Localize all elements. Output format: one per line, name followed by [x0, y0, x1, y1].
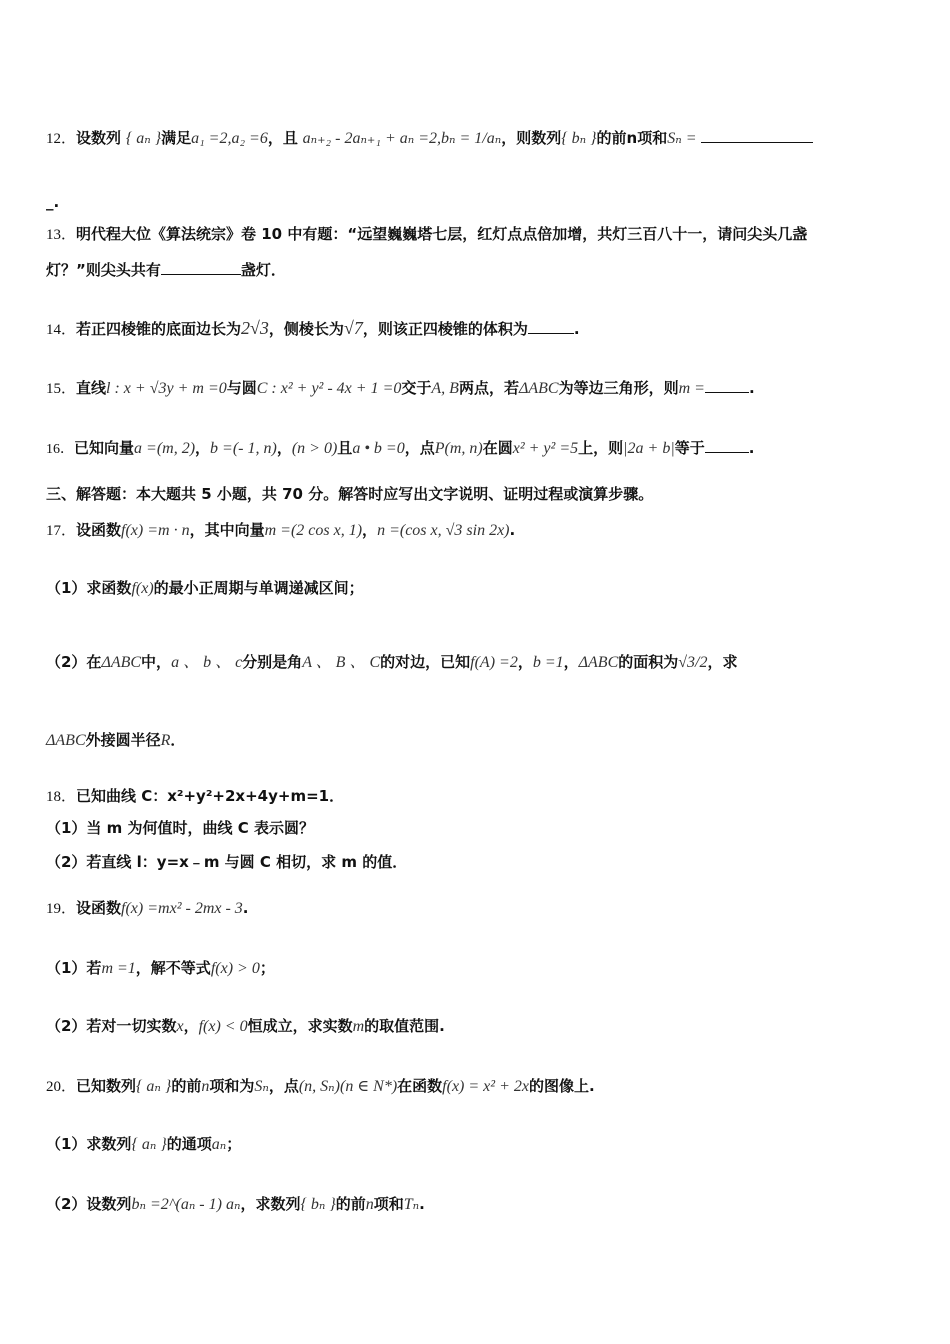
- q19-line: 19．设函数f(x) =mx² - 2mx - 3.: [46, 899, 249, 917]
- q17-line: 17．设函数f(x) =m · n，其中向量m =(2 cos x, 1)，n =(cos x, √3 sin 2x).: [46, 521, 516, 539]
- seq-a-formula: { aₙ }: [125, 130, 162, 147]
- q13-number: 13．: [46, 227, 77, 243]
- q19-number: 19．: [46, 901, 77, 917]
- q17-number: 17．: [46, 523, 77, 539]
- q15-number: 15．: [46, 381, 77, 397]
- q15-line: 15．直线l : x + √3y + m =0与圆C : x² + y² - 4x + 1 =0交于A, B两点，若ΔABC为等边三角形，则m = .: [46, 379, 755, 397]
- q16-number: 16．: [46, 442, 74, 457]
- q12-tail: _.: [46, 193, 60, 211]
- q14-line: 14．若正四棱锥的底面边长为2√3，侧棱长为√7，则该正四棱锥的体积为 .: [46, 318, 580, 338]
- section-heading: 三、解答题：本大题共 5 小题，共 70 分。解答时应写出文字说明、证明过程或演算步骤。: [46, 485, 654, 503]
- q18-part1: （1）当 m 为何值时，曲线 C 表示圆？: [46, 819, 314, 837]
- q18-part2: （2）若直线 l：y=x﹣m 与圆 C 相切，求 m 的值．: [46, 853, 408, 871]
- q14-number: 14．: [46, 322, 77, 338]
- q17-part2: （2）在ΔABC中，a 、 b 、 c分别是角A 、 B 、 C的对边，已知f(A) =2，b =1，ΔABC的面积为√3/2，求: [46, 653, 738, 671]
- q12-number: 12．: [46, 131, 77, 147]
- q20-part1: （1）求数列{ aₙ }的通项aₙ；: [46, 1135, 242, 1153]
- answer-blank: [705, 438, 749, 453]
- q20-line: 20．已知数列{ aₙ }的前n项和为Sₙ，点(n, Sₙ)(n ∈ N*)在函数f(x) = x² + 2x的图像上.: [46, 1077, 595, 1095]
- q17-part1: （1）求函数f(x)的最小正周期与单调递减区间；: [46, 579, 364, 597]
- q12-line: 12．设数列 { aₙ }满足a₁ =2,a₂ =6，且 aₙ₊₂ - 2aₙ₊₁ + aₙ =2,bₙ = 1/aₙ，则数列{ bₙ }的前n项和Sₙ =: [46, 128, 813, 149]
- q19-part1: （1）若m =1，解不等式f(x) > 0；: [46, 959, 275, 977]
- recurrence-formula: aₙ₊₂ - 2aₙ₊₁ + aₙ =2,bₙ = 1/aₙ: [302, 130, 502, 147]
- answer-blank: [701, 128, 813, 143]
- q18-number: 18．: [46, 789, 77, 805]
- q13-line2: 灯？”则尖头共有 盏灯．: [46, 261, 286, 279]
- q18-line: 18．已知曲线 C：x²+y²+2x+4y+m=1．: [46, 787, 345, 805]
- q20-part2: （2）设数列bₙ =2^(aₙ - 1) aₙ，求数列{ bₙ }的前n项和Tₙ.: [46, 1195, 425, 1213]
- q17-part2-cont: ΔABC外接圆半径R．: [46, 731, 186, 749]
- q19-part2: （2）若对一切实数x，f(x) < 0恒成立，求实数m的取值范围.: [46, 1017, 445, 1035]
- q13-line1: 13．明代程大位《算法统宗》卷 10 中有题：“远望巍巍塔七层，红灯点点倍加增，共灯三百八十一，请问尖头几盏: [46, 225, 808, 243]
- answer-blank: [705, 378, 749, 393]
- answer-blank: [528, 319, 574, 334]
- q20-number: 20．: [46, 1079, 77, 1095]
- answer-blank: [161, 260, 241, 275]
- q16-line: 16．已知向量a =(m, 2)，b =(- 1, n)，(n > 0)且a • b =0，点P(m, n)在圆x² + y² =5上，则|2a + b|等于 .: [46, 439, 755, 457]
